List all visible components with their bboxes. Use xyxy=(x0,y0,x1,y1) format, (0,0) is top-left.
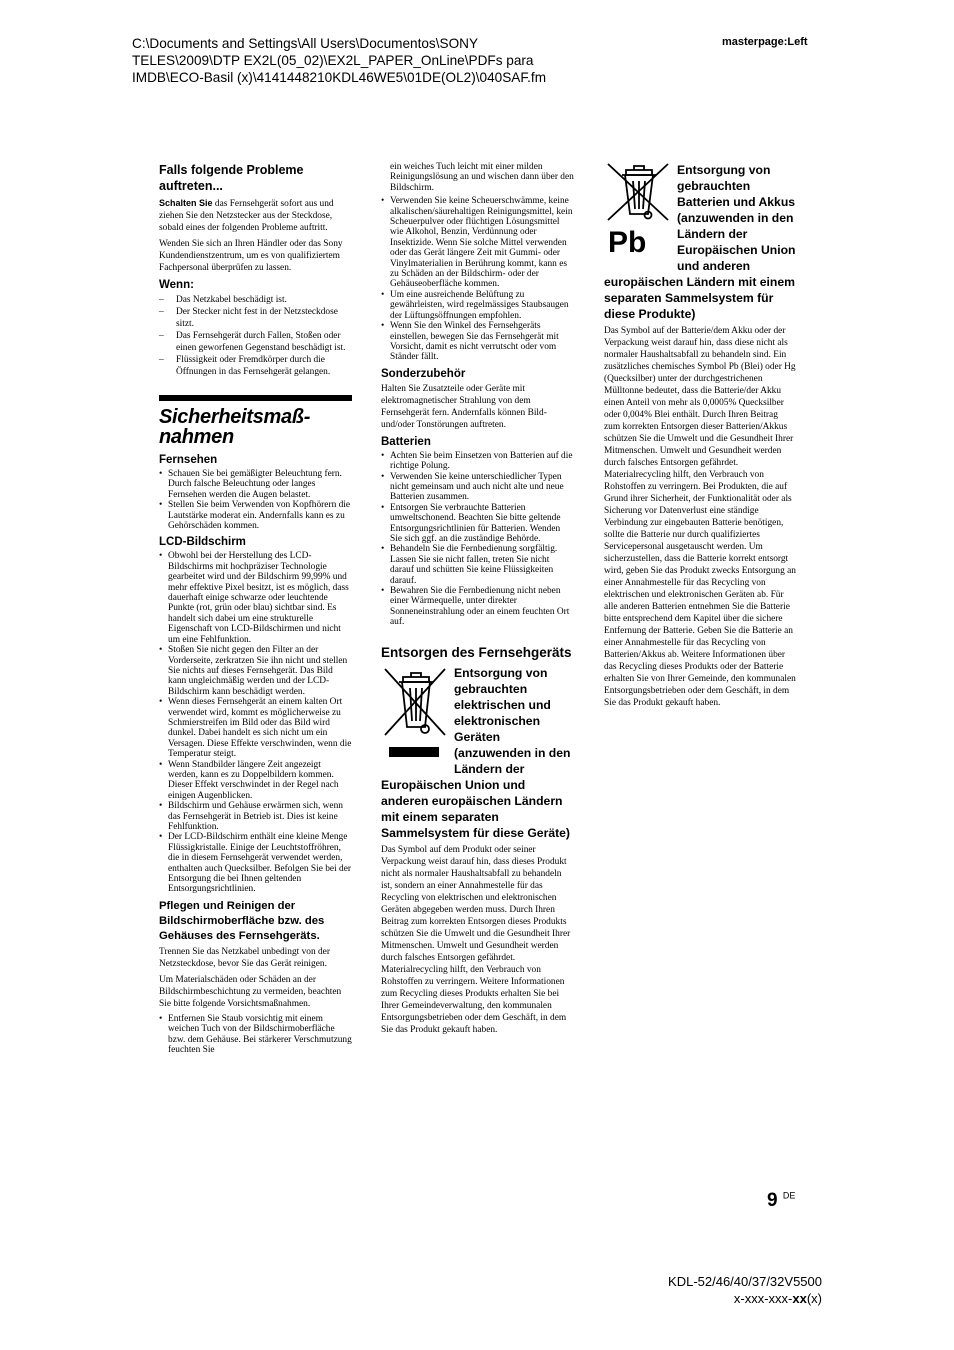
list-item: – Flüssigkeit oder Fremdkörper durch die Öffnungen in das Fernsehgerät gelangen. xyxy=(159,354,352,378)
sonderzubehoer-heading: Sonderzubehör xyxy=(381,367,466,380)
list-item: • Um eine ausreichende Belüftung zu gewährleisten, wird regelmässiges Staubsaugen der Lüftungsöffnungen empfohlen. xyxy=(381,290,574,321)
list-item: • Wenn Standbilder längere Zeit angezeigt werden, kann es zu Doppelbildern kommen. Dieser Effekt verschwindet in der Regel nach einigen Augenblicken. xyxy=(159,760,352,802)
list-item: • Wenn Sie den Winkel des Fernsehgeräts einstellen, bewegen Sie das Fernsehgerät mit Vorsicht, damit es nicht verrutscht oder vom Ständer fällt. xyxy=(381,321,574,363)
file-path-line: TELES\2009\DTP EX2L(05_02)\EX2L_PAPER_OnLine\PDFs para xyxy=(132,53,534,68)
list-item: • Entsorgen Sie verbrauchte Batterien umweltschonend. Beachten Sie bitte geltende Entsorgungsrichtlinien für Batterien. Wenden Sie sich ggf. an die zuständige Behörde. xyxy=(381,503,574,545)
battery-disposal-paragraph: Das Symbol auf der Batterie/dem Akku oder der Verpackung weist darauf hin, dass diese nicht als normaler Haushaltsabfall zu behandeln sind. Ein zusätzliches chemisches Symbol Pb (Blei) oder Hg (Quecksilber) unter der durchgestrichenen Mülltonne bedeutet, dass die Batterie/der Akku einen Anteil von mehr als 0,0005% Quecksilber oder 0,004% Blei enthält. Durch Ihren Beitrag zum korrekten Entsorgen dieser Batterien/Akkus schützen Sie die Umwelt und die Gesundheit Ihrer Mitmenschen. Umwelt und Gesundheit werden durch falsches Entsorgen gefährdet. Materialrecycling hilft, den Verbrauch von Rohstoffen zu verringern. Bei Produkten, die auf Grund ihrer Sicherheit, der Funktionalität oder als Sicherung vor Datenverlust eine ständige Verbindung zur eingebauten Batterie benötigen, sollte die Batterie nur durch qualifiziertes Servicepersonal ausgetauscht werden. Um sicherzustellen, dass die Batterie korrekt entsorgt wird, geben Sie das Produkt zwecks Entsorgung an einer Annahmestelle für das Recycling von elektrischen und elektronischen Geräten ab. Für alle anderen Batterien entnehmen Sie die Batterie bitte entsprechend dem Kapitel über die sichere Entfernung der Batterie. Geben Sie die Batterie an einer Annahmestelle für das Recycling von Batterien/Akkus ab. Weitere Informationen über das Recycling dieses Produkts oder der Batterie erhalten Sie von Ihrer Gemeinde, den kommunalen Entsorgungsbetrieben oder dem Geschäft, in dem Sie das Produkt gekauft haben. xyxy=(604,326,796,708)
fernsehen-list xyxy=(159,469,352,531)
list-item: • Verwenden Sie keine unterschiedlicher Typen nicht gemeinsam und auch nicht alte und neue Batterien zusammen. xyxy=(381,472,574,503)
entsorgen-heading: Entsorgen des Fernsehgeräts xyxy=(381,644,572,660)
crossed-bin-icon xyxy=(381,665,451,765)
probleme-paragraph-2: Wenden Sie sich an Ihren Händler oder das Sony Kundendienstzentrum, um es von qualifiziertem Fachpersonal überprüfen zu lassen. xyxy=(159,239,343,273)
pflegen-list xyxy=(159,1014,352,1056)
list-item: – Das Netzkabel beschädigt ist. xyxy=(159,294,352,306)
list-item: • Bildschirm und Gehäuse erwärmen sich, wenn das Fernsehgerät in Betrieb ist. Dies ist keine Fehlfunktion. xyxy=(159,801,352,832)
list-item: • Stellen Sie beim Verwenden von Kopfhörern die Lautstärke moderat ein. Andernfalls kann es zu Gehörschäden kommen. xyxy=(159,500,352,531)
crossed-bin-icon-svg xyxy=(604,162,674,222)
part-code-prefix: x-xxx-xxx- xyxy=(733,1291,793,1306)
column-right xyxy=(604,162,796,713)
battery-disposal-heading: Entsorgung von gebrauchten Batterien und Akkus (anzuwenden in den Ländern der Europäischen Union und anderen europäischen Ländern mit einem separaten Sammelsystem für diese Produkte) xyxy=(604,163,796,321)
section-title: Sicherheitsmaß-nahmen xyxy=(159,406,311,448)
lcd-heading: LCD-Bildschirm xyxy=(159,536,246,549)
file-path-line: C:\Documents and Settings\All Users\Documentos\SONY xyxy=(132,36,479,51)
part-code-suffix: (x) xyxy=(806,1291,822,1306)
list-item: • Bewahren Sie die Fernbedienung nicht neben einer Wärmequelle, unter direkter Sonneneinstrahlung oder an einem feuchten Ort auf. xyxy=(381,586,574,628)
part-code-bold: xx xyxy=(792,1291,807,1306)
column-middle xyxy=(381,162,574,1040)
page-language: DE xyxy=(782,1190,796,1201)
weee-block xyxy=(381,665,574,841)
list-item: • Entfernen Sie Staub vorsichtig mit einem weichen Tuch von der Bildschirmoberfläche bzw. dem Gehäuse. Bei stärkerer Verschmutzung feuchten Sie xyxy=(159,1014,352,1056)
fernsehen-heading: Fernsehen xyxy=(159,454,218,466)
pflegen-list-2 xyxy=(381,196,574,363)
probleme-lead: Schalten Sie xyxy=(159,198,213,208)
wenn-heading: Wenn: xyxy=(159,279,194,291)
probleme-text: das Fernsehgerät sofort aus und ziehen Sie den Netzstecker aus der Steckdose, sobald eines der folgenden Probleme auftritt. xyxy=(159,199,334,233)
list-item: • Behandeln Sie die Fernbedienung sorgfältig. Lassen Sie sie nicht fallen, treten Sie nicht darauf und schütten Sie keine Flüssigkeiten darauf. xyxy=(381,544,574,586)
battery-disposal-block xyxy=(604,162,796,322)
crossed-bin-icon-svg xyxy=(381,665,451,757)
list-item: • Stoßen Sie nicht gegen den Filter an der Vorderseite, zerkratzen Sie ihn nicht und stellen Sie nichts auf dieses Fernsehgerät. Das Bild kann ungleichmäßig werden und der LCD-Bildschirm kann beschädigt werden. xyxy=(159,645,352,697)
batterien-list xyxy=(381,451,574,628)
pflegen-paragraph-1: Trennen Sie das Netzkabel unbedingt von der Netzsteckdose, bevor Sie das Gerät reinigen. xyxy=(159,946,330,969)
pflegen-paragraph-2: Um Materialschäden oder Schäden an der Bildschirmbeschichtung zu vermeiden, beachten Sie bitte folgende Vorsichtsmaßnahmen. xyxy=(159,974,342,1009)
list-item: • Der LCD-Bildschirm enthält eine kleine Menge Flüssigkristalle. Einige der Leuchtstoffröhren, die in diesem Fernsehgerät verwendet werden, enthalten auch Quecksilber. Befolgen Sie bei der Entsorgung die bei Ihnen geltenden Entsorgungsrichtlinien. xyxy=(159,832,352,894)
list-item: – Der Stecker nicht fest in der Netzsteckdose sitzt. xyxy=(159,306,352,330)
list-item: • Achten Sie beim Einsetzen von Batterien auf die richtige Polung. xyxy=(381,451,574,472)
list-item-continued: ein weiches Tuch leicht mit einer milden Reinigungslösung an und wischen dann über den Bildschirm. xyxy=(390,162,574,193)
part-code xyxy=(668,1290,822,1307)
model-number: KDL-52/46/40/37/32V5500 xyxy=(668,1274,822,1289)
pflegen-heading: Pflegen und Reinigen der Bildschirmoberfläche bzw. des Gehäuses des Fernsehgeräts. xyxy=(159,899,325,942)
lcd-list xyxy=(159,551,352,894)
page-number-value: 9 xyxy=(767,1190,778,1211)
pb-symbol: Pb xyxy=(608,226,647,259)
model-info xyxy=(668,1273,822,1307)
list-item: • Schauen Sie bei gemäßigter Beleuchtung fern. Durch falsche Beleuchtung oder langes Fernsehen werden die Augen belastet. xyxy=(159,469,352,500)
section-title-block xyxy=(159,395,352,447)
wenn-list xyxy=(159,294,352,378)
file-path-header xyxy=(132,35,652,86)
column-left xyxy=(159,162,352,1058)
batterien-heading: Batterien xyxy=(381,435,431,448)
list-item: • Obwohl bei der Herstellung des LCD-Bildschirms mit hochpräziser Technologie gearbeitet wird und der Bildschirm 99,99% und mehr effektive Pixel besitzt, ist es möglich, dass dauerhaft einige schwarze oder leuchtende Punkte (rot, grün oder blau) sichtbar sind. Es handelt sich dabei um eine strukturelle Eigenschaft von LCD-Bildschirmen und nicht um eine Fehlfunktion. xyxy=(159,551,352,645)
page-number xyxy=(767,1190,795,1212)
list-item: • Wenn dieses Fernsehgerät an einem kalten Ort verwendet wird, kommt es möglicherweise zu Schmierstreifen im Bild oder das Bild wird dunkel. Dabei handelt es sich nicht um ein Versagen. Diese Effekte verschwinden, wenn die Temperatur steigt. xyxy=(159,697,352,759)
probleme-paragraph-1 xyxy=(159,197,352,234)
masterpage-label: masterpage:Left xyxy=(722,36,808,48)
weee-heading: Entsorgung von gebrauchten elektrischen und elektronischen Geräten (anzuwenden in den Ländern der Europäischen Union und anderen europäischen Ländern mit einem separaten Sammelsystem für diese Geräte) xyxy=(381,665,571,840)
list-item: • Verwenden Sie keine Scheuerschwämme, keine alkalischen/säurehaltigen Reinigungsmittel, kein Scheuerpulver oder flüchtigen Lösungsmittel wie Alkohol, Benzin, Verdünnung oder Insektizide. Wenn Sie solche Mittel verwenden oder das Gerät längere Zeit mit Gummi- oder Vinylmaterialien in Berührung kommt, kann es zu Schäden an der Bildschirm- oder der Gehäuseoberfläche kommen. xyxy=(381,196,574,290)
probleme-heading: Falls folgende Probleme auftreten... xyxy=(159,163,304,193)
list-item: – Das Fernsehgerät durch Fallen, Stoßen oder einen geworfenen Gegenstand beschädigt ist. xyxy=(159,330,352,354)
file-path-line: IMDB\ECO-Basil (x)\4141448210KDL46WE5\01DE(OL2)\040SAF.fm xyxy=(132,70,547,85)
weee-paragraph: Das Symbol auf dem Produkt oder seiner Verpackung weist darauf hin, dass dieses Produkt nicht als normaler Haushaltsabfall zu behandeln ist, sondern an einer Annahmestelle für das Recycling von elektrischen und elektronischen Geräten abgegeben werden muss. Durch Ihren Beitrag zum korrekten Entsorgen dieses Produkts schützen Sie die Umwelt und die Gesundheit Ihrer Mitmenschen. Umwelt und Gesundheit werden durch falsches Entsorgen gefährdet. Materialrecycling hilft, den Verbrauch von Rohstoffen zu verringern. Weitere Informationen zum Recycling dieses Produkts erhalten Sie bei Ihrer Gemeindeverwaltung, den kommunalen Entsorgungsbetrieben oder dem Geschäft, in dem Sie das Produkt gekauft haben. xyxy=(381,844,571,1035)
pflegen-cont-list xyxy=(381,162,574,193)
sonderzubehoer-paragraph: Halten Sie Zusatzteile oder Geräte mit elektromagnetischer Strahlung von dem Fernsehgerät fern. Andernfalls können Bild- und/oder Tonstörungen auftreten. xyxy=(381,383,547,430)
crossed-bin-pb-icon xyxy=(604,162,674,264)
